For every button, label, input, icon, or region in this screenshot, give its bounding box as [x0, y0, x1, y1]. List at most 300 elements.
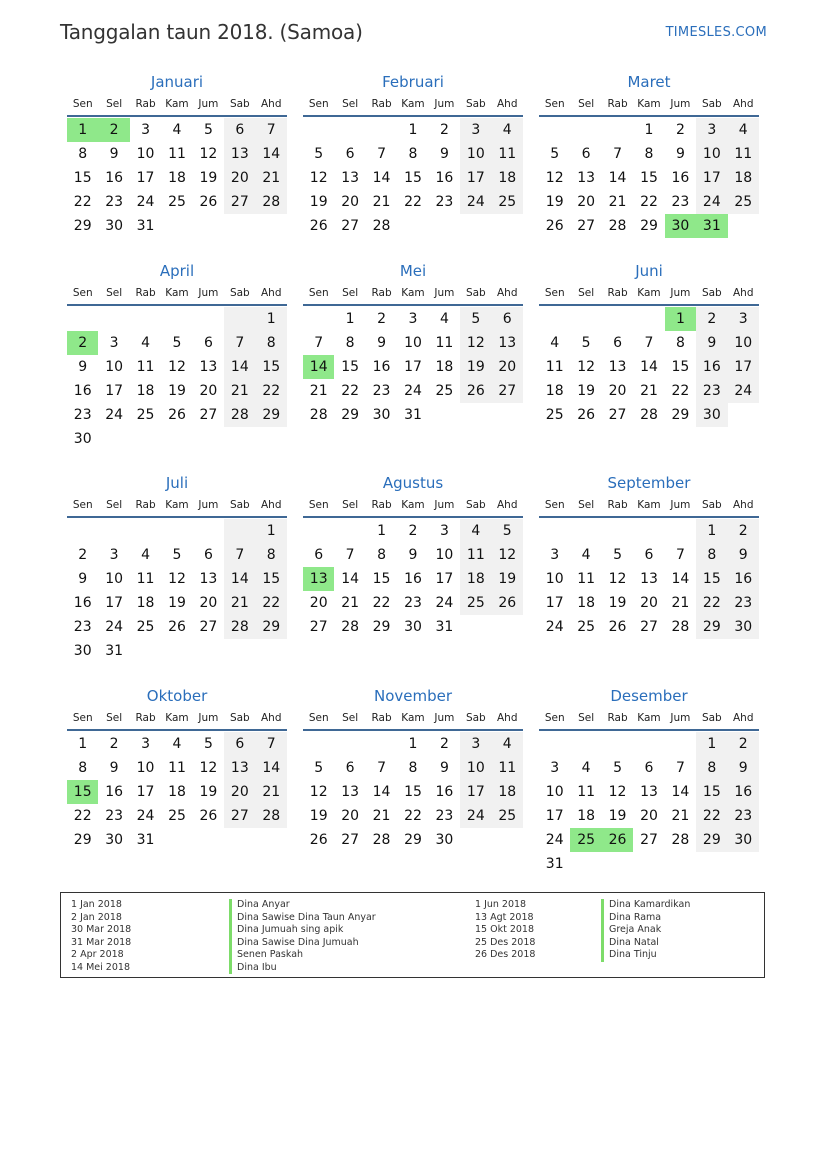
day-cell[interactable]: 31	[136, 218, 155, 234]
day-cell[interactable]: 5	[314, 760, 324, 776]
day-cell[interactable]: 26	[199, 808, 218, 824]
day-cell[interactable]: 2	[728, 732, 759, 756]
day-cell[interactable]: 4	[550, 335, 560, 351]
day-cell[interactable]: 11	[168, 760, 186, 776]
day-cell[interactable]: 9	[78, 359, 88, 375]
day-cell[interactable]: 3	[141, 736, 151, 752]
day-cell[interactable]: 28	[640, 407, 658, 423]
day-cell[interactable]: 19	[460, 355, 491, 379]
day-cell[interactable]: 18	[728, 166, 759, 190]
day-cell[interactable]: 23	[105, 808, 124, 824]
day-cell[interactable]: 22	[341, 383, 360, 399]
day-cell[interactable]: 21	[224, 379, 255, 403]
day-cell[interactable]: 28	[256, 804, 287, 828]
day-cell[interactable]: 9	[675, 146, 685, 162]
day-cell[interactable]: 21	[671, 595, 690, 611]
day-cell[interactable]: 6	[345, 760, 355, 776]
day-cell[interactable]: 8	[675, 335, 685, 351]
day-cell[interactable]: 8	[377, 547, 387, 563]
day-cell[interactable]: 19	[492, 567, 523, 591]
day-cell[interactable]: 19	[545, 194, 564, 210]
day-cell[interactable]: 16	[105, 170, 124, 186]
day-cell[interactable]: 24	[460, 190, 491, 214]
day-cell[interactable]: 2	[109, 736, 119, 752]
day-cell[interactable]: 9	[78, 571, 88, 587]
day-cell[interactable]: 24	[545, 619, 564, 635]
day-cell[interactable]: 1	[78, 736, 88, 752]
day-cell[interactable]: 19	[168, 595, 186, 611]
day-cell[interactable]: 16	[435, 170, 454, 186]
day-cell[interactable]: 20	[309, 595, 328, 611]
day-cell[interactable]: 27	[640, 619, 658, 635]
day-cell[interactable]: 21	[608, 194, 627, 210]
day-cell[interactable]: 25	[492, 190, 523, 214]
day-cell[interactable]: 23	[73, 407, 92, 423]
day-cell[interactable]: 31	[545, 856, 564, 872]
day-cell[interactable]: 14	[671, 784, 690, 800]
day-cell[interactable]: 16	[728, 567, 759, 591]
day-cell[interactable]: 30	[73, 431, 92, 447]
day-cell[interactable]: 30	[696, 403, 727, 427]
day-cell[interactable]: 21	[341, 595, 360, 611]
day-cell[interactable]: 22	[73, 194, 92, 210]
day-cell[interactable]: 12	[168, 359, 186, 375]
day-cell[interactable]: 8	[408, 146, 418, 162]
day-cell[interactable]: 14	[341, 571, 360, 587]
day-cell[interactable]: 9	[696, 331, 727, 355]
day-cell[interactable]: 20	[640, 808, 658, 824]
day-cell[interactable]: 29	[256, 403, 287, 427]
day-cell[interactable]: 17	[545, 595, 564, 611]
day-cell[interactable]: 27	[640, 832, 658, 848]
day-cell[interactable]: 30	[404, 619, 422, 635]
day-cell[interactable]: 3	[439, 523, 449, 539]
day-cell[interactable]: 11	[136, 359, 155, 375]
day-cell[interactable]: 17	[696, 166, 727, 190]
day-cell[interactable]: 6	[644, 547, 654, 563]
day-cell[interactable]: 13	[577, 170, 596, 186]
day-cell[interactable]: 18	[136, 595, 155, 611]
day-cell[interactable]: 4	[172, 122, 182, 138]
day-cell[interactable]: 20	[224, 780, 255, 804]
day-cell[interactable]: 9	[408, 547, 418, 563]
day-cell[interactable]: 31	[435, 619, 454, 635]
day-cell[interactable]: 4	[581, 547, 591, 563]
day-cell[interactable]: 3	[460, 118, 491, 142]
holiday-day-cell[interactable]: 2	[98, 118, 129, 142]
day-cell[interactable]: 9	[439, 760, 449, 776]
day-cell[interactable]: 13	[199, 571, 218, 587]
day-cell[interactable]: 26	[309, 218, 328, 234]
day-cell[interactable]: 24	[696, 190, 727, 214]
day-cell[interactable]: 22	[256, 379, 287, 403]
day-cell[interactable]: 7	[256, 118, 287, 142]
day-cell[interactable]: 4	[728, 118, 759, 142]
day-cell[interactable]: 19	[309, 194, 328, 210]
day-cell[interactable]: 16	[372, 359, 391, 375]
day-cell[interactable]: 17	[136, 784, 155, 800]
day-cell[interactable]: 19	[199, 170, 218, 186]
day-cell[interactable]: 27	[199, 619, 218, 635]
day-cell[interactable]: 25	[168, 808, 186, 824]
day-cell[interactable]: 9	[728, 756, 759, 780]
day-cell[interactable]: 2	[408, 523, 418, 539]
holiday-day-cell[interactable]: 1	[665, 307, 696, 331]
day-cell[interactable]: 27	[224, 804, 255, 828]
day-cell[interactable]: 18	[545, 383, 564, 399]
day-cell[interactable]: 8	[78, 760, 88, 776]
day-cell[interactable]: 17	[435, 571, 454, 587]
day-cell[interactable]: 20	[341, 808, 360, 824]
day-cell[interactable]: 22	[256, 591, 287, 615]
day-cell[interactable]: 7	[377, 760, 387, 776]
day-cell[interactable]: 24	[105, 407, 124, 423]
day-cell[interactable]: 24	[136, 808, 155, 824]
day-cell[interactable]: 10	[545, 784, 564, 800]
day-cell[interactable]: 16	[404, 571, 422, 587]
day-cell[interactable]: 20	[492, 355, 523, 379]
day-cell[interactable]: 2	[439, 122, 449, 138]
day-cell[interactable]: 1	[256, 307, 287, 331]
holiday-day-cell[interactable]: 30	[665, 214, 696, 238]
day-cell[interactable]: 7	[345, 547, 355, 563]
day-cell[interactable]: 30	[728, 615, 759, 639]
day-cell[interactable]: 7	[377, 146, 387, 162]
day-cell[interactable]: 24	[136, 194, 155, 210]
day-cell[interactable]: 29	[640, 218, 658, 234]
day-cell[interactable]: 12	[608, 571, 627, 587]
day-cell[interactable]: 5	[203, 736, 213, 752]
day-cell[interactable]: 1	[408, 736, 418, 752]
day-cell[interactable]: 23	[671, 194, 690, 210]
day-cell[interactable]: 15	[256, 567, 287, 591]
day-cell[interactable]: 7	[224, 331, 255, 355]
day-cell[interactable]: 16	[671, 170, 690, 186]
day-cell[interactable]: 5	[613, 760, 623, 776]
day-cell[interactable]: 21	[640, 383, 658, 399]
day-cell[interactable]: 19	[309, 808, 328, 824]
day-cell[interactable]: 22	[372, 595, 391, 611]
day-cell[interactable]: 29	[696, 828, 727, 852]
day-cell[interactable]: 13	[341, 170, 360, 186]
day-cell[interactable]: 18	[168, 784, 186, 800]
day-cell[interactable]: 30	[105, 832, 124, 848]
day-cell[interactable]: 13	[224, 756, 255, 780]
day-cell[interactable]: 15	[341, 359, 360, 375]
day-cell[interactable]: 28	[608, 218, 627, 234]
day-cell[interactable]: 23	[728, 804, 759, 828]
day-cell[interactable]: 31	[105, 643, 124, 659]
day-cell[interactable]: 6	[581, 146, 591, 162]
day-cell[interactable]: 23	[435, 808, 454, 824]
day-cell[interactable]: 28	[309, 407, 328, 423]
day-cell[interactable]: 16	[728, 780, 759, 804]
day-cell[interactable]: 29	[341, 407, 360, 423]
day-cell[interactable]: 23	[435, 194, 454, 210]
day-cell[interactable]: 9	[728, 543, 759, 567]
day-cell[interactable]: 10	[136, 760, 155, 776]
day-cell[interactable]: 28	[256, 190, 287, 214]
holiday-day-cell[interactable]: 31	[696, 214, 727, 238]
day-cell[interactable]: 11	[728, 142, 759, 166]
day-cell[interactable]: 13	[640, 571, 658, 587]
day-cell[interactable]: 17	[460, 780, 491, 804]
day-cell[interactable]: 5	[613, 547, 623, 563]
day-cell[interactable]: 3	[696, 118, 727, 142]
day-cell[interactable]: 14	[224, 355, 255, 379]
day-cell[interactable]: 13	[199, 359, 218, 375]
day-cell[interactable]: 27	[341, 218, 360, 234]
day-cell[interactable]: 22	[640, 194, 658, 210]
holiday-day-cell[interactable]: 26	[602, 828, 633, 852]
day-cell[interactable]: 11	[492, 142, 523, 166]
holiday-day-cell[interactable]: 14	[303, 355, 334, 379]
day-cell[interactable]: 23	[73, 619, 92, 635]
day-cell[interactable]: 14	[671, 571, 690, 587]
day-cell[interactable]: 12	[168, 571, 186, 587]
day-cell[interactable]: 3	[408, 311, 418, 327]
day-cell[interactable]: 4	[581, 760, 591, 776]
day-cell[interactable]: 5	[203, 122, 213, 138]
day-cell[interactable]: 4	[492, 118, 523, 142]
day-cell[interactable]: 21	[372, 194, 391, 210]
day-cell[interactable]: 5	[581, 335, 591, 351]
day-cell[interactable]: 27	[341, 832, 360, 848]
day-cell[interactable]: 20	[640, 595, 658, 611]
day-cell[interactable]: 9	[377, 335, 387, 351]
day-cell[interactable]: 24	[435, 595, 454, 611]
day-cell[interactable]: 6	[613, 335, 623, 351]
day-cell[interactable]: 7	[644, 335, 654, 351]
day-cell[interactable]: 27	[492, 379, 523, 403]
day-cell[interactable]: 28	[372, 218, 391, 234]
day-cell[interactable]: 22	[671, 383, 690, 399]
day-cell[interactable]: 26	[199, 194, 218, 210]
day-cell[interactable]: 8	[644, 146, 654, 162]
day-cell[interactable]: 27	[577, 218, 596, 234]
day-cell[interactable]: 25	[545, 407, 564, 423]
day-cell[interactable]: 26	[492, 591, 523, 615]
day-cell[interactable]: 8	[256, 331, 287, 355]
day-cell[interactable]: 23	[372, 383, 391, 399]
day-cell[interactable]: 30	[105, 218, 124, 234]
day-cell[interactable]: 5	[550, 146, 560, 162]
day-cell[interactable]: 14	[608, 170, 627, 186]
day-cell[interactable]: 18	[168, 170, 186, 186]
day-cell[interactable]: 10	[105, 359, 124, 375]
day-cell[interactable]: 6	[644, 760, 654, 776]
day-cell[interactable]: 10	[696, 142, 727, 166]
day-cell[interactable]: 22	[696, 804, 727, 828]
day-cell[interactable]: 2	[439, 736, 449, 752]
day-cell[interactable]: 12	[309, 170, 328, 186]
day-cell[interactable]: 16	[105, 784, 124, 800]
day-cell[interactable]: 2	[728, 519, 759, 543]
day-cell[interactable]: 17	[136, 170, 155, 186]
day-cell[interactable]: 5	[460, 307, 491, 331]
day-cell[interactable]: 25	[136, 407, 155, 423]
day-cell[interactable]: 9	[109, 760, 119, 776]
day-cell[interactable]: 1	[256, 519, 287, 543]
day-cell[interactable]: 12	[492, 543, 523, 567]
day-cell[interactable]: 29	[696, 615, 727, 639]
day-cell[interactable]: 15	[640, 170, 658, 186]
day-cell[interactable]: 7	[224, 543, 255, 567]
day-cell[interactable]: 17	[105, 595, 124, 611]
day-cell[interactable]: 29	[372, 619, 391, 635]
day-cell[interactable]: 2	[696, 307, 727, 331]
day-cell[interactable]: 18	[136, 383, 155, 399]
day-cell[interactable]: 28	[372, 832, 391, 848]
day-cell[interactable]: 9	[109, 146, 119, 162]
day-cell[interactable]: 15	[671, 359, 690, 375]
day-cell[interactable]: 1	[696, 732, 727, 756]
day-cell[interactable]: 22	[696, 591, 727, 615]
day-cell[interactable]: 6	[345, 146, 355, 162]
day-cell[interactable]: 7	[256, 732, 287, 756]
day-cell[interactable]: 27	[199, 407, 218, 423]
day-cell[interactable]: 1	[408, 122, 418, 138]
day-cell[interactable]: 13	[341, 784, 360, 800]
day-cell[interactable]: 24	[105, 619, 124, 635]
day-cell[interactable]: 3	[550, 547, 560, 563]
day-cell[interactable]: 27	[224, 190, 255, 214]
day-cell[interactable]: 20	[341, 194, 360, 210]
day-cell[interactable]: 17	[404, 359, 422, 375]
day-cell[interactable]: 25	[492, 804, 523, 828]
day-cell[interactable]: 26	[577, 407, 596, 423]
day-cell[interactable]: 26	[168, 619, 186, 635]
day-cell[interactable]: 19	[199, 784, 218, 800]
day-cell[interactable]: 18	[492, 166, 523, 190]
day-cell[interactable]: 20	[224, 166, 255, 190]
day-cell[interactable]: 6	[224, 732, 255, 756]
holiday-day-cell[interactable]: 25	[570, 828, 601, 852]
day-cell[interactable]: 17	[728, 355, 759, 379]
day-cell[interactable]: 16	[696, 355, 727, 379]
day-cell[interactable]: 14	[640, 359, 658, 375]
day-cell[interactable]: 12	[545, 170, 564, 186]
day-cell[interactable]: 14	[256, 142, 287, 166]
holiday-day-cell[interactable]: 15	[67, 780, 98, 804]
day-cell[interactable]: 5	[172, 335, 182, 351]
day-cell[interactable]: 11	[435, 335, 454, 351]
day-cell[interactable]: 25	[728, 190, 759, 214]
day-cell[interactable]: 3	[109, 335, 119, 351]
day-cell[interactable]: 6	[224, 118, 255, 142]
holiday-day-cell[interactable]: 1	[67, 118, 98, 142]
day-cell[interactable]: 10	[136, 146, 155, 162]
day-cell[interactable]: 10	[460, 142, 491, 166]
day-cell[interactable]: 17	[545, 808, 564, 824]
day-cell[interactable]: 10	[545, 571, 564, 587]
day-cell[interactable]: 28	[224, 615, 255, 639]
day-cell[interactable]: 10	[728, 331, 759, 355]
day-cell[interactable]: 25	[168, 194, 186, 210]
day-cell[interactable]: 15	[404, 784, 422, 800]
day-cell[interactable]: 26	[545, 218, 564, 234]
day-cell[interactable]: 30	[435, 832, 454, 848]
day-cell[interactable]: 7	[613, 146, 623, 162]
day-cell[interactable]: 15	[696, 780, 727, 804]
day-cell[interactable]: 8	[345, 335, 355, 351]
day-cell[interactable]: 3	[109, 547, 119, 563]
day-cell[interactable]: 15	[256, 355, 287, 379]
day-cell[interactable]: 13	[608, 359, 627, 375]
day-cell[interactable]: 12	[199, 760, 218, 776]
day-cell[interactable]: 28	[224, 403, 255, 427]
day-cell[interactable]: 18	[577, 808, 596, 824]
day-cell[interactable]: 14	[224, 567, 255, 591]
day-cell[interactable]: 25	[435, 383, 454, 399]
day-cell[interactable]: 12	[309, 784, 328, 800]
day-cell[interactable]: 4	[141, 335, 151, 351]
day-cell[interactable]: 15	[73, 170, 92, 186]
day-cell[interactable]: 25	[460, 591, 491, 615]
day-cell[interactable]: 23	[105, 194, 124, 210]
day-cell[interactable]: 24	[460, 804, 491, 828]
day-cell[interactable]: 6	[314, 547, 324, 563]
day-cell[interactable]: 27	[608, 407, 627, 423]
day-cell[interactable]: 19	[168, 383, 186, 399]
day-cell[interactable]: 21	[671, 808, 690, 824]
day-cell[interactable]: 28	[341, 619, 360, 635]
day-cell[interactable]: 10	[105, 571, 124, 587]
day-cell[interactable]: 3	[460, 732, 491, 756]
day-cell[interactable]: 9	[439, 146, 449, 162]
day-cell[interactable]: 2	[675, 122, 685, 138]
day-cell[interactable]: 21	[372, 808, 391, 824]
day-cell[interactable]: 11	[136, 571, 155, 587]
day-cell[interactable]: 13	[224, 142, 255, 166]
day-cell[interactable]: 29	[73, 218, 92, 234]
day-cell[interactable]: 31	[136, 832, 155, 848]
day-cell[interactable]: 24	[728, 379, 759, 403]
day-cell[interactable]: 26	[608, 619, 627, 635]
day-cell[interactable]: 5	[314, 146, 324, 162]
day-cell[interactable]: 13	[492, 331, 523, 355]
day-cell[interactable]: 6	[203, 335, 213, 351]
day-cell[interactable]: 30	[73, 643, 92, 659]
day-cell[interactable]: 8	[256, 543, 287, 567]
day-cell[interactable]: 23	[728, 591, 759, 615]
day-cell[interactable]: 11	[577, 784, 596, 800]
day-cell[interactable]: 17	[105, 383, 124, 399]
day-cell[interactable]: 8	[696, 756, 727, 780]
day-cell[interactable]: 20	[199, 595, 218, 611]
day-cell[interactable]: 18	[435, 359, 454, 375]
day-cell[interactable]: 18	[577, 595, 596, 611]
day-cell[interactable]: 14	[372, 784, 391, 800]
day-cell[interactable]: 4	[172, 736, 182, 752]
day-cell[interactable]: 26	[168, 407, 186, 423]
day-cell[interactable]: 18	[492, 780, 523, 804]
day-cell[interactable]: 16	[73, 383, 92, 399]
day-cell[interactable]: 1	[377, 523, 387, 539]
day-cell[interactable]: 3	[728, 307, 759, 331]
day-cell[interactable]: 26	[309, 832, 328, 848]
day-cell[interactable]: 2	[78, 547, 88, 563]
day-cell[interactable]: 16	[73, 595, 92, 611]
day-cell[interactable]: 8	[78, 146, 88, 162]
day-cell[interactable]: 22	[404, 808, 422, 824]
day-cell[interactable]: 12	[577, 359, 596, 375]
day-cell[interactable]: 30	[372, 407, 391, 423]
day-cell[interactable]: 1	[696, 519, 727, 543]
day-cell[interactable]: 19	[608, 808, 627, 824]
day-cell[interactable]: 29	[671, 407, 690, 423]
day-cell[interactable]: 2	[377, 311, 387, 327]
